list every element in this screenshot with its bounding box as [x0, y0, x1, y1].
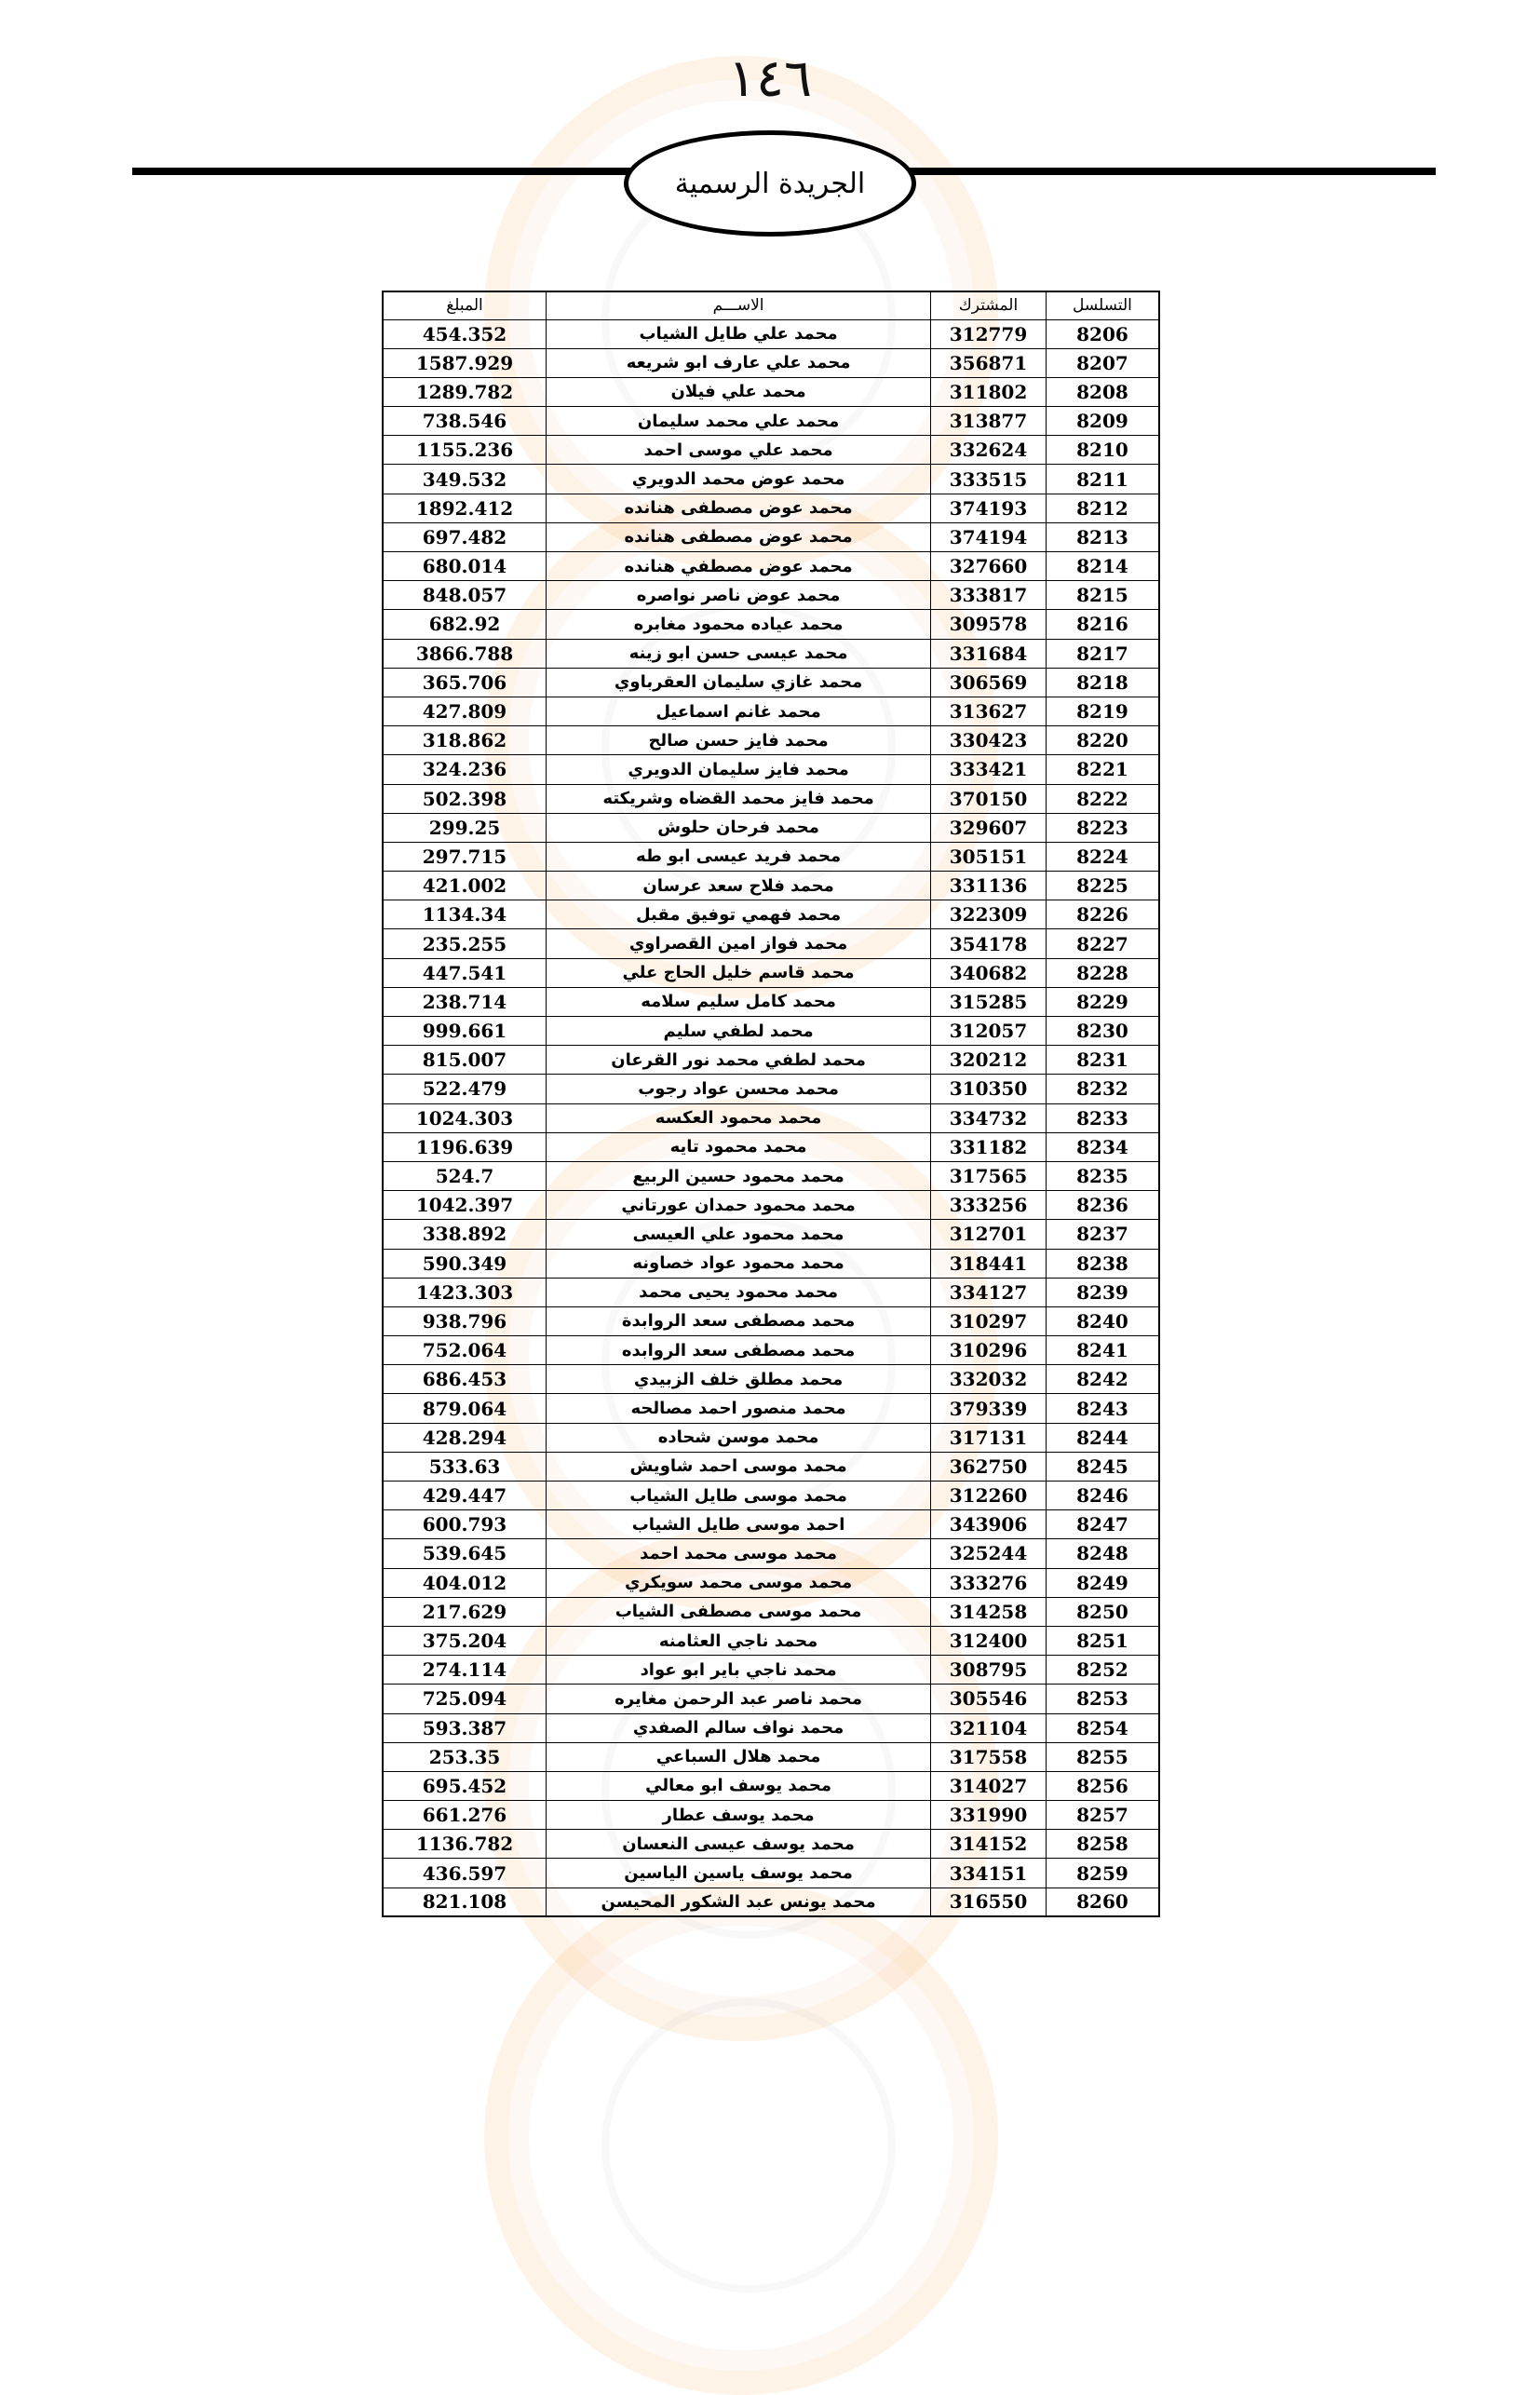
subscriber-cell: 313877 — [931, 407, 1047, 436]
subscriber-cell: 308795 — [931, 1656, 1047, 1685]
subscriber-cell: 306569 — [931, 668, 1047, 697]
name-cell: محمد موسى طايل الشياب — [547, 1482, 931, 1510]
serial-cell: 8223 — [1046, 813, 1159, 842]
name-cell: محمد لطفي سليم — [547, 1017, 931, 1046]
name-cell: محمد ناصر عبد الرحمن مغايره — [547, 1685, 931, 1713]
amount-cell: 661.276 — [383, 1801, 547, 1830]
subscriber-cell: 374193 — [931, 494, 1047, 522]
name-cell: محمد قاسم خليل الحاج علي — [547, 958, 931, 987]
table-row — [383, 1306, 1159, 1335]
serial-cell: 8219 — [1046, 697, 1159, 725]
name-cell: محمد فايز محمد القضاه وشريكته — [547, 784, 931, 813]
subscriber-cell: 312260 — [931, 1482, 1047, 1510]
table-row — [383, 1394, 1159, 1423]
table-row — [383, 1568, 1159, 1597]
name-cell: محمد عوض مصطفى هنانده — [547, 494, 931, 522]
amount-cell: 848.057 — [383, 581, 547, 610]
serial-cell: 8254 — [1046, 1713, 1159, 1742]
gazette-title-oval — [624, 130, 916, 237]
amount-cell: 682.92 — [383, 610, 547, 639]
table-row — [383, 1365, 1159, 1394]
name-cell: محمد يوسف عطار — [547, 1801, 931, 1830]
serial-cell: 8249 — [1046, 1568, 1159, 1597]
serial-cell: 8246 — [1046, 1482, 1159, 1510]
name-cell: محمد عوض ناصر نواصره — [547, 581, 931, 610]
table-row — [383, 1161, 1159, 1190]
subscriber-cell: 374194 — [931, 522, 1047, 551]
table-row — [383, 1685, 1159, 1713]
name-cell: محمد فلاح سعد عرسان — [547, 872, 931, 900]
table-row — [383, 1713, 1159, 1742]
subscriber-cell: 305151 — [931, 842, 1047, 871]
name-cell: محمد موسى مصطفى الشياب — [547, 1597, 931, 1626]
serial-cell: 8242 — [1046, 1365, 1159, 1394]
subscriber-cell: 331182 — [931, 1132, 1047, 1161]
subscriber-cell: 343906 — [931, 1510, 1047, 1539]
table-row — [383, 1539, 1159, 1568]
name-cell: محمد منصور احمد مصالحه — [547, 1394, 931, 1423]
name-cell: احمد موسى طايل الشياب — [547, 1510, 931, 1539]
subscriber-cell: 333421 — [931, 755, 1047, 784]
table-row — [383, 1801, 1159, 1830]
column-header-serial: التسلسل — [1046, 291, 1159, 319]
subscriber-cell: 379339 — [931, 1394, 1047, 1423]
name-cell: محمد موسى محمد احمد — [547, 1539, 931, 1568]
name-cell: محمد عوض مصطفي هنانده — [547, 552, 931, 581]
name-cell: محمد علي طايل الشياب — [547, 319, 931, 348]
table-row — [383, 872, 1159, 900]
subscriber-cell: 333817 — [931, 581, 1047, 610]
column-header-name: الاســـم — [547, 291, 931, 319]
amount-cell: 1289.782 — [383, 377, 547, 406]
serial-cell: 8235 — [1046, 1161, 1159, 1190]
subscriber-cell: 309578 — [931, 610, 1047, 639]
table-row — [383, 1626, 1159, 1655]
subscriber-cell: 311802 — [931, 377, 1047, 406]
serial-cell: 8222 — [1046, 784, 1159, 813]
table-row — [383, 755, 1159, 784]
amount-cell: 1892.412 — [383, 494, 547, 522]
serial-cell: 8255 — [1046, 1742, 1159, 1771]
amount-cell: 533.63 — [383, 1452, 547, 1481]
subscriber-cell: 330423 — [931, 726, 1047, 755]
serial-cell: 8250 — [1046, 1597, 1159, 1626]
serial-cell: 8234 — [1046, 1132, 1159, 1161]
serial-cell: 8243 — [1046, 1394, 1159, 1423]
table-row — [383, 668, 1159, 697]
serial-cell: 8245 — [1046, 1452, 1159, 1481]
name-cell: محمد عياده محمود مغابره — [547, 610, 931, 639]
table-row — [383, 1482, 1159, 1510]
amount-cell: 522.479 — [383, 1075, 547, 1103]
table-row — [383, 407, 1159, 436]
subscriber-cell: 316550 — [931, 1888, 1047, 1916]
amount-cell: 593.387 — [383, 1713, 547, 1742]
serial-cell: 8260 — [1046, 1888, 1159, 1916]
amount-cell: 1587.929 — [383, 348, 547, 377]
serial-cell: 8225 — [1046, 872, 1159, 900]
amount-cell: 3866.788 — [383, 639, 547, 668]
amount-cell: 274.114 — [383, 1656, 547, 1685]
table-row — [383, 1336, 1159, 1365]
table-row — [383, 784, 1159, 813]
serial-cell: 8211 — [1046, 465, 1159, 494]
column-header-amount: المبلغ — [383, 291, 547, 319]
subscriber-cell: 321104 — [931, 1713, 1047, 1742]
subscriber-cell: 329607 — [931, 813, 1047, 842]
table-row — [383, 639, 1159, 668]
serial-cell: 8237 — [1046, 1220, 1159, 1249]
subscriber-cell: 314027 — [931, 1771, 1047, 1800]
subscriber-cell: 310350 — [931, 1075, 1047, 1103]
column-header-subscriber: المشترك — [931, 291, 1047, 319]
serial-cell: 8247 — [1046, 1510, 1159, 1539]
amount-cell: 338.892 — [383, 1220, 547, 1249]
table-header-row — [383, 291, 1159, 319]
amount-cell: 821.108 — [383, 1888, 547, 1916]
table-row — [383, 610, 1159, 639]
amount-cell: 938.796 — [383, 1306, 547, 1335]
name-cell: محمد موسن شحاده — [547, 1423, 931, 1452]
subscriber-cell: 356871 — [931, 348, 1047, 377]
table-row — [383, 1191, 1159, 1220]
amount-cell: 235.255 — [383, 929, 547, 958]
serial-cell: 8230 — [1046, 1017, 1159, 1046]
amount-cell: 436.597 — [383, 1859, 547, 1888]
serial-cell: 8218 — [1046, 668, 1159, 697]
amount-cell: 404.012 — [383, 1568, 547, 1597]
subscriber-cell: 333515 — [931, 465, 1047, 494]
subscriber-cell: 331136 — [931, 872, 1047, 900]
name-cell: محمد فرحان حلوش — [547, 813, 931, 842]
name-cell: محمد عوض مصطفى هنانده — [547, 522, 931, 551]
serial-cell: 8207 — [1046, 348, 1159, 377]
name-cell: محمد علي عارف ابو شريعه — [547, 348, 931, 377]
name-cell: محمد علي موسى احمد — [547, 436, 931, 465]
table-row — [383, 1830, 1159, 1859]
amount-cell: 447.541 — [383, 958, 547, 987]
name-cell: محمد كامل سليم سلامه — [547, 987, 931, 1016]
table-row — [383, 1132, 1159, 1161]
subscriber-cell: 315285 — [931, 987, 1047, 1016]
table-row — [383, 1103, 1159, 1132]
subscriber-cell: 312779 — [931, 319, 1047, 348]
table-row — [383, 348, 1159, 377]
serial-cell: 8208 — [1046, 377, 1159, 406]
amount-cell: 697.482 — [383, 522, 547, 551]
serial-cell: 8210 — [1046, 436, 1159, 465]
serial-cell: 8257 — [1046, 1801, 1159, 1830]
subscriber-cell: 314258 — [931, 1597, 1047, 1626]
serial-cell: 8217 — [1046, 639, 1159, 668]
amount-cell: 1134.34 — [383, 900, 547, 929]
amount-cell: 428.294 — [383, 1423, 547, 1452]
name-cell: محمد نواف سالم الصفدي — [547, 1713, 931, 1742]
serial-cell: 8259 — [1046, 1859, 1159, 1888]
table-row — [383, 436, 1159, 465]
subscriber-cell: 332032 — [931, 1365, 1047, 1394]
subscriber-cell: 317565 — [931, 1161, 1047, 1190]
name-cell: محمد علي فيلان — [547, 377, 931, 406]
name-cell: محمد محسن عواد رجوب — [547, 1075, 931, 1103]
amount-cell: 680.014 — [383, 552, 547, 581]
table-row — [383, 1888, 1159, 1916]
table-row — [383, 1278, 1159, 1306]
serial-cell: 8244 — [1046, 1423, 1159, 1452]
subscriber-cell: 322309 — [931, 900, 1047, 929]
subscriber-cell: 310297 — [931, 1306, 1047, 1335]
serial-cell: 8216 — [1046, 610, 1159, 639]
name-cell: محمد مطلق خلف الزبيدي — [547, 1365, 931, 1394]
table-row — [383, 813, 1159, 842]
amount-cell: 1136.782 — [383, 1830, 547, 1859]
amount-cell: 502.398 — [383, 784, 547, 813]
serial-cell: 8238 — [1046, 1249, 1159, 1278]
amount-cell: 375.204 — [383, 1626, 547, 1655]
name-cell: محمد عوض محمد الدويري — [547, 465, 931, 494]
amount-cell: 539.645 — [383, 1539, 547, 1568]
name-cell: محمد يوسف ابو معالي — [547, 1771, 931, 1800]
table-row — [383, 1742, 1159, 1771]
amount-cell: 879.064 — [383, 1394, 547, 1423]
name-cell: محمد فهمي توفيق مقبل — [547, 900, 931, 929]
serial-cell: 8231 — [1046, 1046, 1159, 1075]
amount-cell: 524.7 — [383, 1161, 547, 1190]
subscriber-cell: 325244 — [931, 1539, 1047, 1568]
amount-cell: 1196.639 — [383, 1132, 547, 1161]
subscriber-cell: 331684 — [931, 639, 1047, 668]
amount-cell: 318.862 — [383, 726, 547, 755]
subscriber-cell: 310296 — [931, 1336, 1047, 1365]
serial-cell: 8251 — [1046, 1626, 1159, 1655]
subscriber-cell: 305546 — [931, 1685, 1047, 1713]
name-cell: محمد ناجي باير ابو عواد — [547, 1656, 931, 1685]
table-row — [383, 987, 1159, 1016]
subscriber-cell: 318441 — [931, 1249, 1047, 1278]
amount-cell: 349.532 — [383, 465, 547, 494]
table-row — [383, 958, 1159, 987]
serial-cell: 8214 — [1046, 552, 1159, 581]
table-row — [383, 1510, 1159, 1539]
serial-cell: 8220 — [1046, 726, 1159, 755]
name-cell: محمد فايز سليمان الدويري — [547, 755, 931, 784]
table-row — [383, 1046, 1159, 1075]
name-cell: محمد فواز امين القصراوي — [547, 929, 931, 958]
name-cell: محمد محمود علي العيسى — [547, 1220, 931, 1249]
table-row — [383, 377, 1159, 406]
amount-cell: 427.809 — [383, 697, 547, 725]
table-row — [383, 929, 1159, 958]
subscriber-cell: 320212 — [931, 1046, 1047, 1075]
name-cell: محمد يونس عبد الشكور المحيسن — [547, 1888, 931, 1916]
subscriber-cell: 317131 — [931, 1423, 1047, 1452]
amount-cell: 695.452 — [383, 1771, 547, 1800]
table-row — [383, 581, 1159, 610]
name-cell: محمد مصطفى سعد الروابدة — [547, 1306, 931, 1335]
subscribers-table — [382, 291, 1160, 1917]
amount-cell: 600.793 — [383, 1510, 547, 1539]
serial-cell: 8221 — [1046, 755, 1159, 784]
serial-cell: 8224 — [1046, 842, 1159, 871]
table-row — [383, 465, 1159, 494]
amount-cell: 999.661 — [383, 1017, 547, 1046]
amount-cell: 686.453 — [383, 1365, 547, 1394]
serial-cell: 8232 — [1046, 1075, 1159, 1103]
name-cell: محمد لطفي محمد نور القرعان — [547, 1046, 931, 1075]
subscriber-cell: 312057 — [931, 1017, 1047, 1046]
page-number: ١٤٦ — [727, 48, 813, 109]
table-row — [383, 552, 1159, 581]
name-cell: محمد مصطفى سعد الروابده — [547, 1336, 931, 1365]
serial-cell: 8228 — [1046, 958, 1159, 987]
watermark-clock-logo — [484, 1881, 998, 2395]
amount-cell: 217.629 — [383, 1597, 547, 1626]
serial-cell: 8229 — [1046, 987, 1159, 1016]
name-cell: محمد علي محمد سليمان — [547, 407, 931, 436]
subscriber-cell: 333276 — [931, 1568, 1047, 1597]
name-cell: محمد محمود العكسه — [547, 1103, 931, 1132]
serial-cell: 8239 — [1046, 1278, 1159, 1306]
serial-cell: 8227 — [1046, 929, 1159, 958]
amount-cell: 815.007 — [383, 1046, 547, 1075]
table-row — [383, 319, 1159, 348]
name-cell: محمد غانم اسماعيل — [547, 697, 931, 725]
subscriber-cell: 334127 — [931, 1278, 1047, 1306]
amount-cell: 1042.397 — [383, 1191, 547, 1220]
serial-cell: 8226 — [1046, 900, 1159, 929]
name-cell: محمد ناجي العثامنه — [547, 1626, 931, 1655]
table-row — [383, 842, 1159, 871]
serial-cell: 8233 — [1046, 1103, 1159, 1132]
subscriber-cell: 362750 — [931, 1452, 1047, 1481]
name-cell: محمد محمود تايه — [547, 1132, 931, 1161]
subscriber-cell: 317558 — [931, 1742, 1047, 1771]
name-cell: محمد يوسف ياسين الياسين — [547, 1859, 931, 1888]
amount-cell: 1423.303 — [383, 1278, 547, 1306]
table-row — [383, 494, 1159, 522]
serial-cell: 8248 — [1046, 1539, 1159, 1568]
amount-cell: 365.706 — [383, 668, 547, 697]
name-cell: محمد هلال السباعي — [547, 1742, 931, 1771]
subscriber-cell: 313627 — [931, 697, 1047, 725]
serial-cell: 8215 — [1046, 581, 1159, 610]
amount-cell: 297.715 — [383, 842, 547, 871]
name-cell: محمد موسى احمد شاويش — [547, 1452, 931, 1481]
table-row — [383, 1423, 1159, 1452]
table-row — [383, 1075, 1159, 1103]
table-row — [383, 1017, 1159, 1046]
table-row — [383, 1597, 1159, 1626]
table-row — [383, 1859, 1159, 1888]
serial-cell: 8236 — [1046, 1191, 1159, 1220]
name-cell: محمد محمود يحيى محمد — [547, 1278, 931, 1306]
amount-cell: 421.002 — [383, 872, 547, 900]
amount-cell: 454.352 — [383, 319, 547, 348]
serial-cell: 8241 — [1046, 1336, 1159, 1365]
table-row — [383, 1452, 1159, 1481]
serial-cell: 8213 — [1046, 522, 1159, 551]
name-cell: محمد غازي سليمان العقرباوي — [547, 668, 931, 697]
serial-cell: 8240 — [1046, 1306, 1159, 1335]
amount-cell: 1024.303 — [383, 1103, 547, 1132]
serial-cell: 8212 — [1046, 494, 1159, 522]
serial-cell: 8206 — [1046, 319, 1159, 348]
table-row — [383, 1249, 1159, 1278]
subscriber-cell: 334151 — [931, 1859, 1047, 1888]
table-row — [383, 697, 1159, 725]
serial-cell: 8252 — [1046, 1656, 1159, 1685]
table-row — [383, 1656, 1159, 1685]
table-row — [383, 1771, 1159, 1800]
table-body — [383, 319, 1159, 1916]
gazette-title: الجريدة الرسمية — [674, 167, 866, 200]
subscriber-cell: 331990 — [931, 1801, 1047, 1830]
name-cell: محمد محمود عواد خصاونه — [547, 1249, 931, 1278]
subscriber-cell: 312701 — [931, 1220, 1047, 1249]
name-cell: محمد يوسف عيسى النعسان — [547, 1830, 931, 1859]
subscriber-cell: 312400 — [931, 1626, 1047, 1655]
subscriber-cell: 370150 — [931, 784, 1047, 813]
table-row — [383, 1220, 1159, 1249]
amount-cell: 752.064 — [383, 1336, 547, 1365]
subscriber-cell: 334732 — [931, 1103, 1047, 1132]
subscriber-cell: 333256 — [931, 1191, 1047, 1220]
amount-cell: 590.349 — [383, 1249, 547, 1278]
amount-cell: 725.094 — [383, 1685, 547, 1713]
serial-cell: 8258 — [1046, 1830, 1159, 1859]
name-cell: محمد عيسى حسن ابو زينه — [547, 639, 931, 668]
table-row — [383, 726, 1159, 755]
name-cell: محمد فايز حسن صالح — [547, 726, 931, 755]
amount-cell: 253.35 — [383, 1742, 547, 1771]
table-row — [383, 522, 1159, 551]
subscriber-cell: 314152 — [931, 1830, 1047, 1859]
name-cell: محمد فريد عيسى ابو طه — [547, 842, 931, 871]
table-row — [383, 900, 1159, 929]
amount-cell: 738.546 — [383, 407, 547, 436]
serial-cell: 8256 — [1046, 1771, 1159, 1800]
amount-cell: 299.25 — [383, 813, 547, 842]
amount-cell: 429.447 — [383, 1482, 547, 1510]
name-cell: محمد محمود حسين الربيع — [547, 1161, 931, 1190]
serial-cell: 8209 — [1046, 407, 1159, 436]
subscriber-cell: 327660 — [931, 552, 1047, 581]
subscriber-cell: 340682 — [931, 958, 1047, 987]
subscriber-cell: 354178 — [931, 929, 1047, 958]
amount-cell: 238.714 — [383, 987, 547, 1016]
subscriber-cell: 332624 — [931, 436, 1047, 465]
amount-cell: 324.236 — [383, 755, 547, 784]
amount-cell: 1155.236 — [383, 436, 547, 465]
name-cell: محمد موسى محمد سويكري — [547, 1568, 931, 1597]
name-cell: محمد محمود حمدان عورتاني — [547, 1191, 931, 1220]
serial-cell: 8253 — [1046, 1685, 1159, 1713]
